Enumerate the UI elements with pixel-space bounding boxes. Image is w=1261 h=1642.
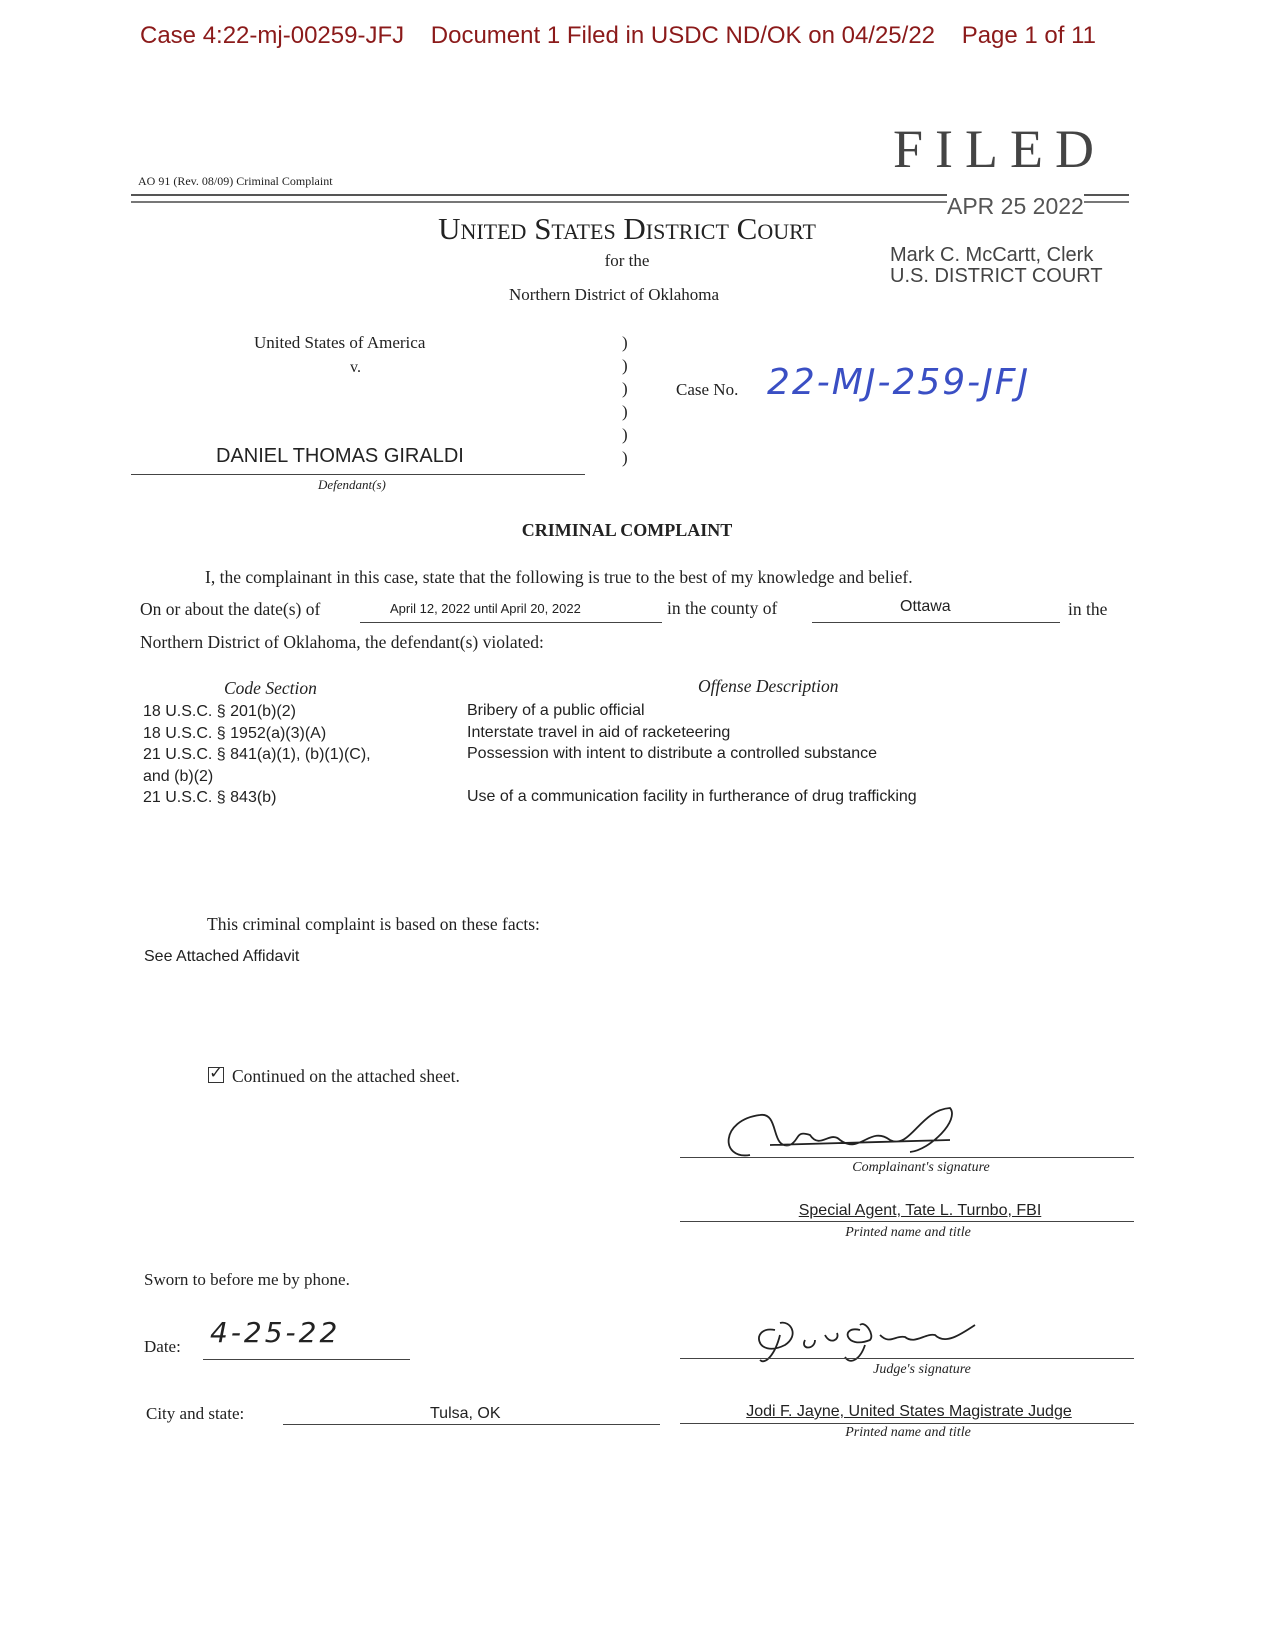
city-value: Tulsa, OK — [430, 1405, 501, 1422]
banner-document: Document 1 Filed in USDC ND/OK on 04/25/22 — [430, 22, 936, 49]
form-id: AO 91 (Rev. 08/09) Criminal Complaint — [138, 174, 333, 188]
sworn-statement: Sworn to before me by phone. — [144, 1270, 350, 1289]
offense-description: Bribery of a public official — [467, 702, 645, 719]
paren: ) — [622, 356, 628, 375]
clerk-court: U.S. DISTRICT COURT — [890, 265, 1103, 287]
in-the-label: in the — [1068, 599, 1108, 619]
court-for-the: for the — [604, 251, 650, 270]
banner-case: Case 4:22-mj-00259-JFJ — [140, 22, 405, 49]
judge-signature-label: Judge's signature — [873, 1362, 971, 1377]
district-line: Northern District of Oklahoma, the defendant(s) violated: — [140, 632, 544, 652]
offense-list — [467, 700, 917, 808]
offense-description — [467, 765, 917, 787]
judge-name: Jodi F. Jayne, United States Magistrate Judge — [746, 1403, 1072, 1420]
judge-signature-line — [680, 1358, 1134, 1359]
county-value: Ottawa — [900, 598, 951, 615]
complainant-name-line — [680, 1221, 1134, 1222]
clerk-name: Mark C. McCartt, Clerk — [890, 244, 1094, 266]
banner-page: Page 1 of 11 — [961, 22, 1097, 49]
document-title: CRIMINAL COMPLAINT — [521, 520, 733, 540]
code-section-header: Code Section — [224, 678, 317, 698]
offense-dates: April 12, 2022 until April 20, 2022 — [390, 601, 581, 616]
code-section: 21 U.S.C. § 841(a)(1), (b)(1)(C), — [143, 746, 371, 763]
court-name: United States District Court — [438, 211, 816, 246]
versus: v. — [350, 359, 361, 376]
filed-date: APR 25 2022 — [947, 193, 1084, 219]
on-or-about-label: On or about the date(s) of — [140, 599, 321, 619]
code-section: 21 U.S.C. § 843(b) — [143, 789, 277, 806]
defendant-name: DANIEL THOMAS GIRALDI — [216, 445, 464, 467]
plaintiff: United States of America — [254, 333, 426, 352]
code-section: 18 U.S.C. § 1952(a)(3)(A) — [143, 724, 327, 742]
defendant-label: Defendant(s) — [318, 477, 386, 492]
complainant-name: Special Agent, Tate L. Turnbo, FBI — [798, 1202, 1042, 1219]
date-line — [203, 1359, 410, 1360]
facts-intro: This criminal complaint is based on these facts: — [207, 914, 540, 934]
judge-name-line — [680, 1423, 1134, 1424]
case-no-label: Case No. — [676, 380, 739, 399]
continued-label: Continued on the attached sheet. — [232, 1066, 460, 1086]
city-label: City and state: — [146, 1404, 245, 1423]
paren: ) — [622, 402, 628, 421]
offense-description: Interstate travel in aid of racketeering — [467, 723, 731, 741]
paren: ) — [622, 333, 628, 352]
code-section: 18 U.S.C. § 201(b)(2) — [143, 703, 296, 720]
city-line — [283, 1424, 660, 1425]
filed-stamp: FILED — [893, 119, 1106, 179]
complainant-name-label: Printed name and title — [845, 1225, 971, 1240]
defendant-line — [131, 474, 585, 475]
continued-checkbox[interactable]: ✓ — [209, 1065, 223, 1082]
filing-banner — [140, 22, 1116, 50]
paren: ) — [622, 379, 628, 398]
county-label: in the county of — [667, 598, 778, 618]
offense-description: Use of a communication facility in furtherance of drug trafficking — [467, 788, 917, 805]
date-label: Date: — [144, 1337, 181, 1356]
complainant-signature-line — [680, 1157, 1134, 1158]
case-no-handwritten: 22-MJ-259-JFJ — [767, 362, 1031, 403]
facts-text: See Attached Affidavit — [144, 948, 300, 965]
paren: ) — [622, 448, 628, 467]
date-handwritten: 4-25-22 — [210, 1316, 341, 1349]
complainant-signature-label: Complainant's signature — [852, 1160, 990, 1175]
court-district: Northern District of Oklahoma — [508, 285, 720, 304]
code-list — [143, 701, 371, 809]
paren: ) — [622, 425, 628, 444]
code-section: and (b)(2) — [143, 767, 214, 785]
judge-name-label: Printed name and title — [845, 1425, 971, 1440]
dates-line — [360, 622, 662, 623]
offense-description-header: Offense Description — [698, 676, 839, 696]
county-line — [812, 622, 1060, 623]
judge-signature — [745, 1305, 1025, 1370]
offense-description: Possession with intent to distribute a controlled substance — [467, 745, 878, 762]
statement-intro: I, the complainant in this case, state that the following is true to the best of my knowledge and belief. — [205, 567, 913, 587]
